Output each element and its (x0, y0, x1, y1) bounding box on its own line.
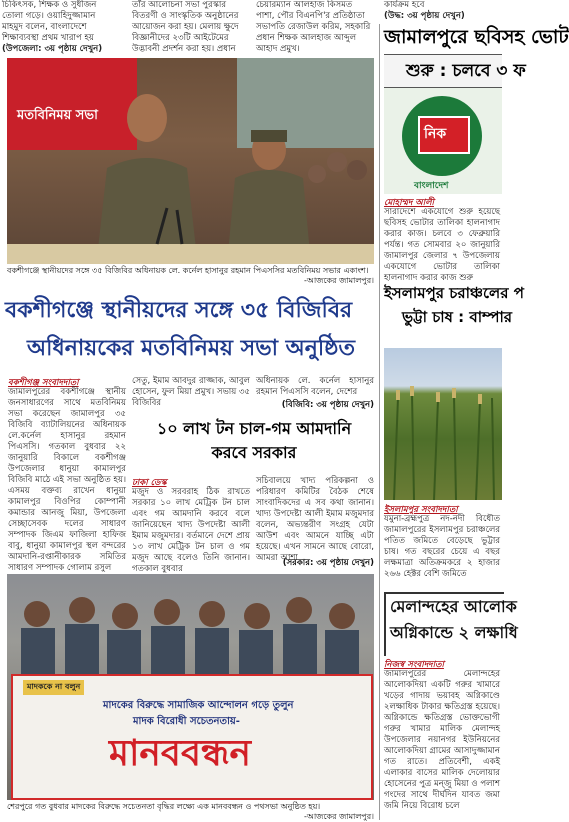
human-chain-photo (7, 574, 374, 800)
corn-plants (384, 348, 502, 500)
right-byline-3: নিজস্ব সংবাদদাতা (384, 660, 444, 670)
main-col2: সেতু, ইমাম আবদুর রাজ্জাক, আবুল হোসেন, ফুল মিয়া প্রমুখ। সভায় ৩৫ বিজিবির (132, 376, 251, 408)
main-continue: (বিজিবি: ৩য় পৃষ্ঠায় দেখুন) (281, 400, 374, 410)
column-divider (379, 24, 380, 820)
meeting-banner-text: মতবিনিময় সভা (17, 108, 98, 123)
right-byline-2: ইসলামপুর সংবাদদাতা (384, 505, 458, 515)
right-headline-1: জামালপুরে ছবিসহ ভোট (384, 26, 569, 48)
right-headline-2: শুরু : চলবে ৩ ফ (406, 61, 526, 81)
rice-byline: ঢাকা ডেস্ক (132, 478, 167, 488)
photo2-caption: শেরপুরে গত বুধবার মাদকের বিরুদ্ধে সচেতনতা বৃদ্ধির লক্ষ্যে এক মানববন্ধন ও পথসভা অনুষ্ঠিত হয়। -আজকের জামালপুর। (7, 802, 374, 821)
rice-col2: সচিবালয়ে খাদ্য পরিকল্পনা ও পরিধারণ কমিটির বৈঠক শেষে সাংবাদিকদের এ সব কথা জানান। খাদ্য উপদেষ্টা আলী ইমাম মজুমদার বলেন, অভ্যন্তরীণ সংগ্রহ যেটা আউশ এবং আমনে যাচ্ছি এটা হয়েছে। এখন সামনে আছে বোরো, আমরা আশা (256, 476, 374, 563)
right-headline-3: ইসলামপুর চরাঞ্চলের প (384, 284, 524, 302)
logo-text: নিক (424, 126, 447, 142)
photo2-credit: -আজকের জামালপুর। (303, 812, 374, 821)
corn-field-photo (384, 348, 502, 500)
continue-note: (উপজেলা: ৩য় পৃষ্ঠায় দেখুন) (2, 44, 103, 54)
top-right-text: কার্যক্রম হবে (উদ্ধ: ৩য় পৃষ্ঠায় দেখুন) (384, 0, 465, 21)
right-headline-bar-3 (384, 592, 518, 656)
main-col1: জামালপুরের বকশীগঞ্জে স্থানীয় জনসাধারণের সাথে মতবিনিময় সভা করেছেন জামালপুর ৩৫ বিজিবি ব্যাটালিয়নের অধিনায়ক লে.কর্নেল হাসানুর রহমান পিএসসি। গতকাল বুধবার ২২ জানুয়ারি বিকালে বকশীগঞ্জ উপজেলার ধানুয়া কামালপুর বিজিবি মাঠে এই সভা অনুষ্ঠিত হয়। এসময় বক্তব্য রাখেন ধানুয়া কামালপুর বিওপির কোম্পানী কমান্ডার আনজু মিয়া, উপজেলা সেচ্ছাসেবক দলের সাধারণ সম্পাদক জিএম ফাজিলা হাফিজ বাবু, ধানুয়া কামালপুর স্থল বন্দরের আমদানি-রপ্তানীকারক সমিতির সাধারণ সম্পাদক গোলাম রসুল (8, 387, 126, 573)
rice-headline-1: ১০ লাখ টন চাল-গম আমদানি (156, 419, 352, 438)
photo1-credit: -আজকের জামালপুর। (303, 276, 374, 285)
right-body-1: সারাদেশে একযোগে শুরু হয়েছে ছবিসহ ভোটার তালিকা হালনাগাদ করার কাজ। চলবে ৩ ফেব্রুয়ারি পর্যন্ত। গত সোমবার ২০ জানুয়ারি জামালপুর জেলার ৭ উপজেলায় একযোগে ভোটার তালিকা হালনাগাদ করার কাজ শুরু (384, 207, 500, 283)
top-left-text: চিকিৎসক, শিক্ষক ও সুধীজন তোলা গড়ে। ওয়াহিদুজ্জামান মাহমুদ বলেন, বাংলাদেশে শিক্ষাব্যবস্থা প্রথম খারাপ হয় (উপজেলা: ৩য় পৃষ্ঠায় দেখুন) (2, 0, 124, 48)
right-body-3: জামালপুরের মেলান্দহের আলোকদিয়া একটি গরুর খামারে খড়ের গাদায় ভয়াবহ অগ্নিকাণ্ডে ২লক্ষাধিক টাকার ক্ষতিগ্রস্ত হয়েছে। অগ্নিকান্ডে ক্ষতিগ্রস্ত ভোক্তভোগী গরুর খামার মালিক মেলান্দহ উপজেলার নয়ানগর ইউনিয়নের আলোকদিয়া গ্রামের আসাদুজ্জামান গত রাতে। প্রতিবেশী, একই এলাকার বাসের মালিক দেলোয়ার হোসেনের পুত্র মন্জু মিয়া ও পলাশ গংদের সাথে দীর্ঘদিন যাবত জমা জমি নিয়ে বিরোধ চলে (384, 669, 500, 811)
logo-sub: বাংলাদেশ (414, 181, 449, 191)
banner-tag: মাদককে না বলুন (23, 680, 84, 695)
right-subheadline-bar (384, 54, 526, 88)
top-mid2-text: চেয়ারম্যান আলহাজ কিসমত পাশা, পৌর বিএনপি'র প্রতিষ্ঠাতা সভাপতি রেজাউল করিম, সহকারি প্রধান শিক্ষক আলহাজ আব্দুল আহাদ প্রমুখ। (256, 0, 371, 54)
banner-main: মানববন্ধন (109, 733, 251, 774)
main-headline-2: অধিনায়কের মতবিনিময় সভা অনুষ্ঠিত (27, 336, 355, 361)
photo1-caption: বকশীগঞ্জে স্থানীয়দের সঙ্গে ৩৫ বিজিবির অধিনায়ক লে. কর্নেল হাসানুর রহমান পিএসসির মতবিনিময় সভার একাংশ। -আজকের জামালপুর। (7, 266, 374, 285)
rice-headline-2: করবে সরকার (211, 443, 297, 462)
right-headline-4: ভুট্টা চাষ : বাম্পার (402, 308, 513, 326)
top-mid-text: তাঁর আলোচনা সভা পুরস্কার বিতরণী ও সাংস্কৃতিক অনুষ্ঠানের আয়োজন করা হয়। মেলায় ক্ষুদে বিজ্ঞানীদের ২৩টি আইটেমের উদ্ভাবনী প্রদর্শন করা হয়। প্রধান (132, 0, 239, 54)
right-byline-1: মোহাম্মদ আলী (384, 198, 434, 208)
election-commission-logo (384, 88, 502, 194)
banner-top: মাদকের বিরুদ্ধে সামাজিক আন্দোলন গড়ে তুলুন (103, 700, 294, 711)
right-headline-5: মেলান্দহের আলোক (390, 597, 517, 616)
banner-mid: মাদক বিরোধী সচেতনতায়- (133, 716, 240, 727)
rice-col1: মজুদ ও সরবরাহ ঠিক রাখতে সরকার ১০ লাখ মেট্রিক টন চাল এবং গম আমদানি করবে বলে জানিয়েছেন খাদ্য উপদেষ্টা আলী ইমাম মজুমদার। বর্তমানে দেশে প্রায় ১৩ লাখ মেট্রিক টন চাল ও গম মজুদ আছে বলেও তিনি জানান। গতকাল বুধবার (132, 487, 250, 574)
protest-banner (11, 674, 373, 800)
people-figures (7, 58, 374, 264)
meeting-photo (7, 58, 374, 264)
right-body-2: যমুনা-ব্রহ্মপুত্র নদ-নদী বিধৌত জামালপুরের ইসলামপুর চরাঞ্চলের পতিত জমিতে বেড়েছে ভুট্টার চাষ। গত বছরের চেয়ে এ বছর লক্ষমাত্রা অতিক্রমকরে ২ হাজার ২৬৬ হেক্টর বেশি জমিতে (384, 514, 500, 579)
main-headline-1: বকশীগঞ্জে স্থানীয়দের সঙ্গে ৩৫ বিজিবির (5, 298, 353, 323)
rice-continue: (সরকার: ৩য় পৃষ্ঠায় দেখুন) (282, 558, 374, 568)
main-byline: বকশীগঞ্জ সংবাদদাতা (8, 378, 79, 388)
main-col3: অধিনায়ক লে. কর্নেল হাসানুর রহমান পিএসসি বলেন, দেশের (256, 376, 374, 397)
right-headline-6: অগ্নিকান্ডে ২ লক্ষাধি (390, 623, 518, 642)
